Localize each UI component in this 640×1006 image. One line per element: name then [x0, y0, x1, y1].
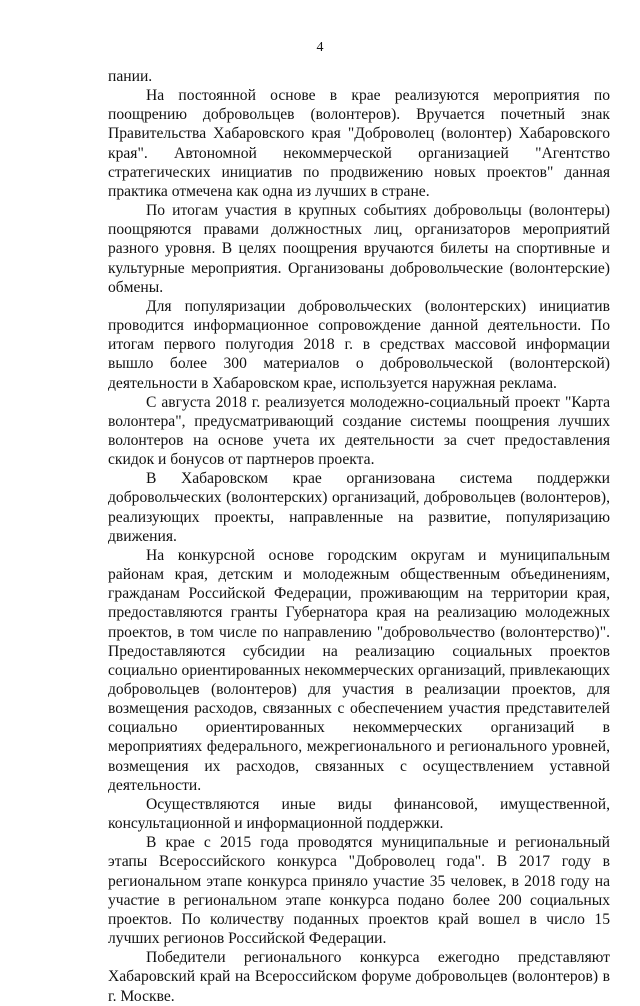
page-number: 4	[316, 40, 324, 55]
paragraph-grants-subsidies: На конкурсной основе городским округам и муниципальным районам края, детским и молодежным общественным объединениям, гражданам Российской Федерации, проживающим на территории края, предоставляются гранты Губернатора края на реализацию молодежных проектов, в том числе по направлению "добровольчество (волонтерство)". Предоставляются субсидии на реализацию социальных проектов социально ориентированных некоммерческих организаций, привлекающих добровольцев (волонтеров) для участия в реализации проектов, для возмещения расходов, связанных с обеспечением участия представителей социально ориентированных некоммерческих организаций в мероприятиях федерального, межрегионального и регионального уровней, возмещения их расходов, связанных с осуществлением уставной деятельности.	[108, 546, 610, 794]
paragraph-volunteer-of-year-contest: В крае с 2015 года проводятся муниципальные и региональный этапы Всероссийского конкурса "Доброволец года". В 2017 году в региональном этапе конкурса приняло участие 35 человек, в 2018 году на участие в региональном этапе конкурса подано более 200 социальных проектов. По количеству поданных проектов край вошел в число 15 лучших регионов Российской Федерации.	[108, 834, 610, 948]
paragraph-volunteer-card-project: С августа 2018 г. реализуется молодежно-социальный проект "Карта волонтера", предусматривающий создание системы поощрения лучших волонтеров на основе учета их деятельности за счет предоставления скидок и бонусов от партнеров проекта.	[108, 393, 610, 469]
paragraph-other-support: Осуществляются иные виды финансовой, имущественной, консультационной и информационной поддержки.	[108, 795, 610, 833]
paragraph-event-rewards: По итогам участия в крупных событиях добровольцы (волонтеры) поощряются правами должностных лиц, организаторов мероприятий разного уровня. В целях поощрения вручаются билеты на спортивные и культурные мероприятия. Организованы добровольческие (волонтерские) обмены.	[108, 202, 610, 296]
paragraph-support-system: В Хабаровском крае организована система поддержки добровольческих (волонтерских) организаций, добровольцев (волонтеров), реализующих проекты, направленные на развитие, популяризацию движения.	[108, 470, 610, 545]
paragraph-continuation: пании.	[108, 68, 153, 85]
paragraph-forum-winners: Победители регионального конкурса ежегодно представляют Хабаровский край на Всероссийском форуме добровольцев (волонтеров) в г. Москве.	[108, 949, 610, 1005]
paragraph-volunteer-encouragement: На постоянной основе в крае реализуются мероприятия по поощрению добровольцев (волонтеров). Вручается почетный знак Правительства Хабаровского края "Доброволец (волонтер) Хабаровского края". Автономной некоммерческой организацией "Агентство стратегических инициатив по продвижению новых проектов" данная практика отмечена как одна из лучших в стране.	[108, 87, 610, 200]
paragraph-media-popularization: Для популяризации добровольческих (волонтерских) инициатив проводится информационное сопровождение данной деятельности. По итогам первого полугодия 2018 г. в средствах массовой информации вышло более 300 материалов о добровольческой (волонтерской) деятельности в Хабаровском крае, используется наружная реклама.	[108, 297, 610, 392]
document-body	[108, 67, 610, 1006]
